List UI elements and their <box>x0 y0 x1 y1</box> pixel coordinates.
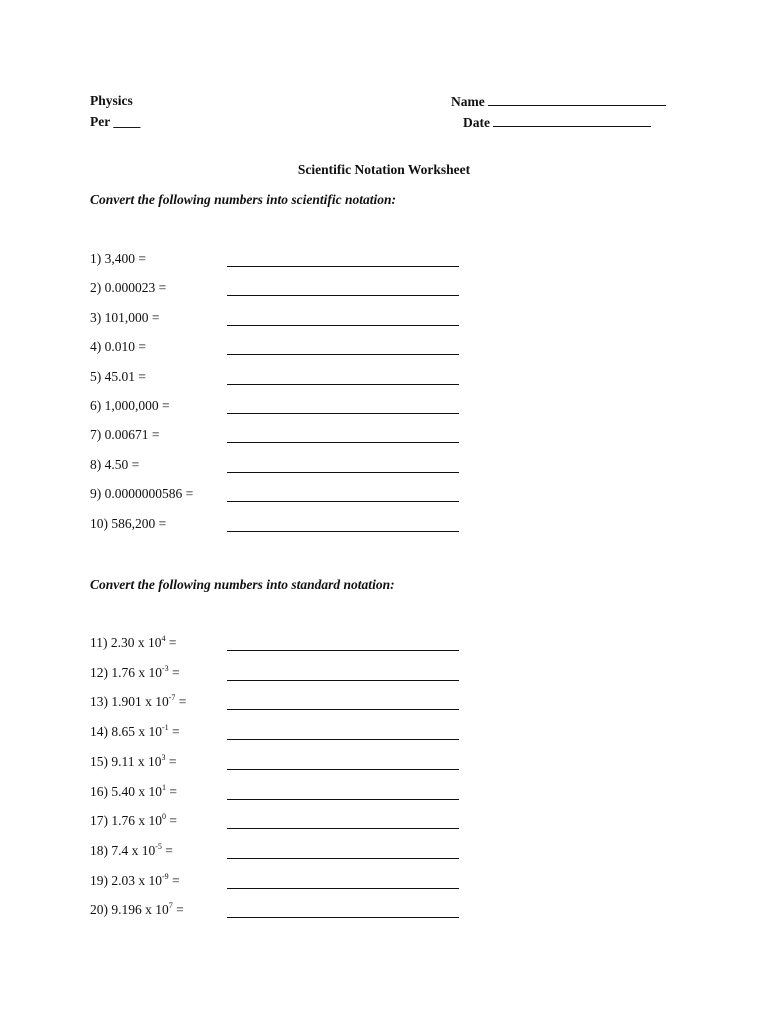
question-exponent: 1 <box>162 783 166 792</box>
answer-blank[interactable] <box>227 311 459 326</box>
answer-blank[interactable] <box>227 666 459 681</box>
answer-blank[interactable] <box>227 785 459 800</box>
question-exponent: -3 <box>162 664 169 673</box>
question-exponent: 0 <box>162 812 166 821</box>
question-label: 9) 0.0000000586 = <box>90 486 194 501</box>
equals-sign: = <box>178 694 187 709</box>
answer-blank[interactable] <box>227 458 459 473</box>
question-label: 1) 3,400 = <box>90 251 146 266</box>
question-base: 18) 7.4 x 10 <box>90 843 156 858</box>
question-label: 8) 4.50 = <box>90 457 140 472</box>
period-label: Per ____ <box>90 114 141 129</box>
question-label <box>90 724 180 740</box>
equals-sign: = <box>176 902 184 917</box>
answer-blank[interactable] <box>227 844 459 859</box>
answer-blank[interactable] <box>227 695 459 710</box>
answer-blank[interactable] <box>227 428 459 443</box>
subject-label: Physics <box>90 93 133 108</box>
question-label <box>90 902 184 918</box>
question-exponent: 7 <box>168 901 173 910</box>
question-base: 16) 5.40 x 10 <box>90 784 162 799</box>
answer-blank[interactable] <box>227 281 459 296</box>
question-label: 4) 0.010 = <box>90 339 146 354</box>
question-base: 19) 2.03 x 10 <box>90 873 162 888</box>
answer-blank[interactable] <box>227 814 459 829</box>
answer-blank[interactable] <box>227 755 459 770</box>
question-label <box>90 873 180 889</box>
question-label: 2) 0.000023 = <box>90 280 167 295</box>
equals-sign: = <box>172 665 180 680</box>
question-label <box>90 635 177 651</box>
answer-blank[interactable] <box>227 340 459 355</box>
question-label: 7) 0.00671 = <box>90 427 160 442</box>
equals-sign: = <box>172 873 180 888</box>
answer-blank[interactable] <box>227 725 459 740</box>
question-label <box>90 843 173 859</box>
question-exponent: 3 <box>161 753 166 762</box>
question-exponent: -9 <box>162 872 169 881</box>
equals-sign: = <box>168 754 177 769</box>
question-label: 6) 1,000,000 = <box>90 398 170 413</box>
equals-sign: = <box>169 784 177 799</box>
section1-instruction: Convert the following numbers into scientific notation: <box>90 192 397 207</box>
question-base: 13) 1.901 x 10 <box>90 694 169 709</box>
date-blank[interactable] <box>493 114 651 127</box>
question-base: 14) 8.65 x 10 <box>90 724 162 739</box>
question-label <box>90 784 177 800</box>
question-exponent: -7 <box>168 693 176 702</box>
question-exponent: -5 <box>155 842 162 851</box>
page-title: Scientific Notation Worksheet <box>297 162 471 177</box>
question-label <box>90 665 180 681</box>
question-label <box>90 754 177 770</box>
question-base: 11) 2.30 x 10 <box>90 635 162 650</box>
date-label: Date <box>463 115 490 130</box>
question-base: 17) 1.76 x 10 <box>90 813 162 828</box>
answer-blank[interactable] <box>227 252 459 267</box>
question-exponent: 4 <box>161 634 166 643</box>
equals-sign: = <box>172 724 180 739</box>
answer-blank[interactable] <box>227 636 459 651</box>
question-base: 20) 9.196 x 10 <box>90 902 169 917</box>
date-field[interactable] <box>463 114 651 131</box>
question-label: 3) 101,000 = <box>90 310 160 325</box>
question-label <box>90 813 177 829</box>
answer-blank[interactable] <box>227 517 459 532</box>
answer-blank[interactable] <box>227 903 459 918</box>
name-label: Name <box>451 94 485 109</box>
section2-instruction: Convert the following numbers into standard notation: <box>90 577 395 592</box>
question-label: 5) 45.01 = <box>90 369 146 384</box>
answer-blank[interactable] <box>227 487 459 502</box>
question-base: 15) 9.11 x 10 <box>90 754 162 769</box>
question-label <box>90 694 186 710</box>
name-field[interactable] <box>451 93 666 110</box>
question-exponent: -1 <box>162 723 169 732</box>
question-base: 12) 1.76 x 10 <box>90 665 162 680</box>
name-blank[interactable] <box>488 93 666 106</box>
equals-sign: = <box>165 843 173 858</box>
answer-blank[interactable] <box>227 370 459 385</box>
equals-sign: = <box>169 813 177 828</box>
equals-sign: = <box>168 635 177 650</box>
answer-blank[interactable] <box>227 874 459 889</box>
question-label: 10) 586,200 = <box>90 516 167 531</box>
answer-blank[interactable] <box>227 399 459 414</box>
